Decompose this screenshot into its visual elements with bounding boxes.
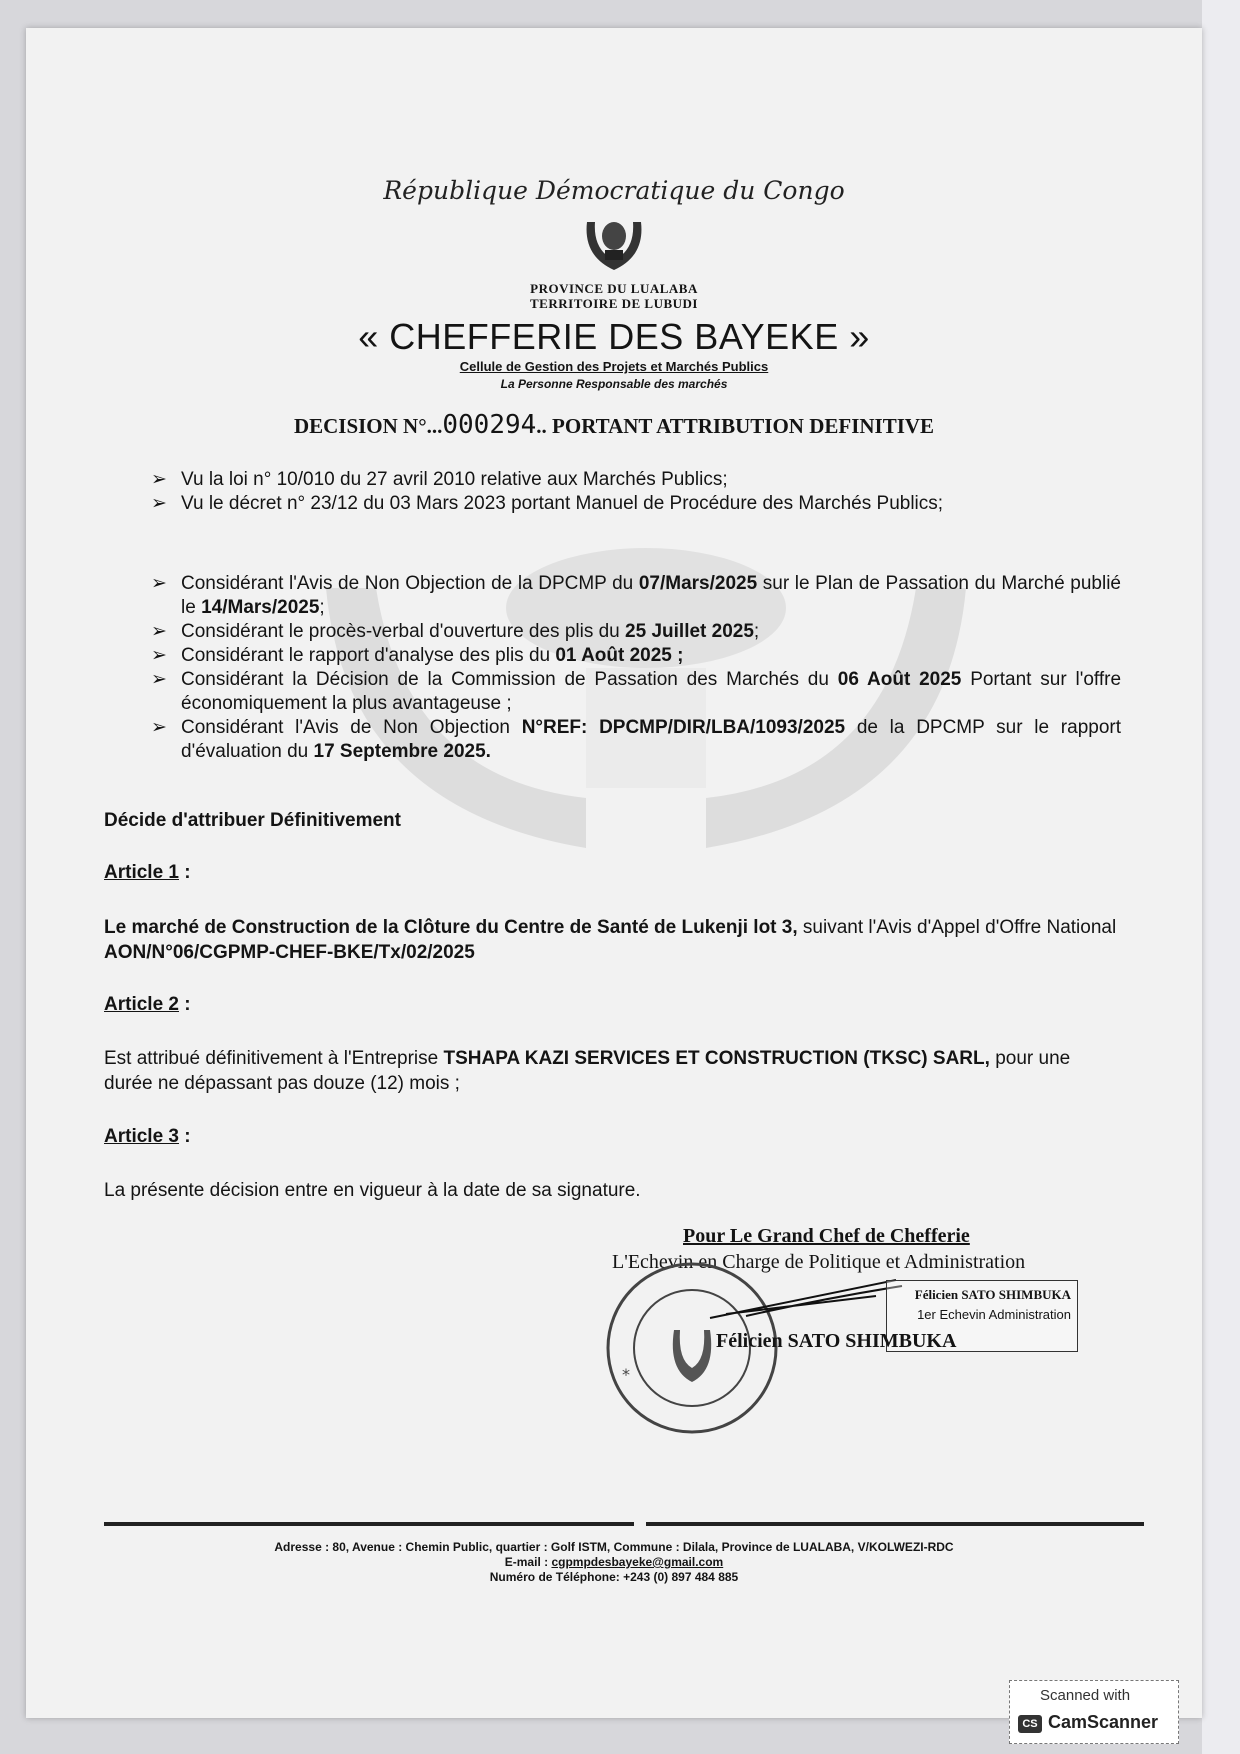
article-1-title: Article 1 : [104,862,191,883]
signature-echevin: L'Echevin en Charge de Politique et Administration [612,1251,1026,1273]
scan-edge [1202,0,1240,1754]
considerant-text: Considérant le procès-verbal d'ouverture des plis du 25 Juillet 2025; [181,621,760,642]
arrow-bullet-icon: ➢ [151,717,167,738]
arrow-bullet-icon: ➢ [151,469,167,490]
camscanner-badge [1009,1680,1179,1744]
vu-list [151,468,1121,516]
list-item [151,572,1121,620]
arrow-bullet-icon: ➢ [151,573,167,594]
camscanner-logo-icon: CS [1018,1715,1042,1733]
decide-heading: Décide d'attribuer Définitivement [104,810,401,831]
decision-title [26,410,1202,440]
footer-email-link[interactable]: cgpmpdesbayeke@gmail.com [551,1555,724,1569]
decision-number: 000294 [442,410,537,440]
footer-divider [104,1522,634,1526]
footer-email: E-mail : cgpmpdesbayeke@gmail.com [504,1555,724,1569]
considerant-text: Considérant l'Avis de Non Objection de la DPCMP du 07/Mars/2025 sur le Plan de Passation du Marché publié le 14/Mars/2025; [181,573,1121,618]
province-line: PROVINCE DU LUALABA [530,281,698,296]
signatory-name: Félicien SATO SHIMBUKA [716,1330,957,1352]
arrow-bullet-icon: ➢ [151,493,167,514]
considerant-list [151,572,1121,764]
article-2-title: Article 2 : [104,994,191,1015]
list-item [151,468,1121,492]
territoire-line: TERRITOIRE DE LUBUDI [530,296,698,311]
vu-text: Vu le décret n° 23/12 du 03 Mars 2023 portant Manuel de Procédure des Marchés Publics; [181,493,944,514]
coat-of-arms-icon [581,216,647,274]
signature-scribble [706,1268,906,1338]
footer-phone: Numéro de Téléphone: +243 (0) 897 484 885 [489,1570,739,1584]
arrow-bullet-icon: ➢ [151,669,167,690]
article-3-body: La présente décision entre en vigueur à la date de sa signature. [104,1180,641,1201]
arrow-bullet-icon: ➢ [151,621,167,642]
republic-heading: République Démocratique du Congo [383,176,845,205]
stamp-role: 1er Echevin Administration [917,1307,1071,1322]
article-1-body: Le marché de Construction de la Clôture du Centre de Santé de Lukenji lot 3, suivant l'Avis d'Appel d'Offre National AON/N°06/CGPMP-CHEF-BKE/Tx/02/2025 [104,917,1117,963]
vu-text: Vu la loi n° 10/010 du 27 avril 2010 relative aux Marchés Publics; [181,469,728,490]
personne-line: La Personne Responsable des marchés [500,377,728,391]
scanned-with-text: Scanned with [1040,1687,1131,1704]
list-item [151,620,1121,644]
article-3-title: Article 3 : [104,1126,191,1147]
considerant-text: Considérant l'Avis de Non Objection N°REF: DPCMP/DIR/LBA/1093/2025 de la DPCMP sur le rapport d'évaluation du 17 Septembre 2025. [181,717,1121,762]
footer-divider [646,1522,1144,1526]
list-item [151,668,1121,716]
camscanner-brand: CamScanner [1048,1712,1159,1732]
cellule-line: Cellule de Gestion des Projets et Marchés Publics [459,359,769,374]
considerant-text: Considérant la Décision de la Commission de Passation des Marchés du 06 Août 2025 Portant sur l'offre économiquement la plus avantageuse ; [181,669,1122,714]
decision-suffix: .. PORTANT ATTRIBUTION DEFINITIVE [536,414,935,438]
decision-prefix: DECISION N°... [293,414,443,438]
considerant-text: Considérant le rapport d'analyse des plis du 01 Août 2025 ; [181,645,684,666]
footer-address: Adresse : 80, Avenue : Chemin Public, quartier : Golf ISTM, Commune : Dilala, Province de LUALABA, V/KOLWEZI-RDC [274,1540,954,1554]
svg-text:*: * [622,1365,630,1384]
chefferie-title: « CHEFFERIE DES BAYEKE » [358,316,870,357]
list-item [151,716,1121,764]
stamp-name: Félicien SATO SHIMBUKA [914,1287,1071,1302]
signature-pour: Pour Le Grand Chef de Chefferie [683,1225,970,1247]
list-item [151,644,1121,668]
document-page [26,28,1202,1718]
list-item [151,492,1121,516]
article-2-body: Est attribué définitivement à l'Entreprise TSHAPA KAZI SERVICES ET CONSTRUCTION (TKSC) SARL, pour une durée ne dépassant pas douze (12) mois ; [104,1048,1071,1094]
arrow-bullet-icon: ➢ [151,645,167,666]
